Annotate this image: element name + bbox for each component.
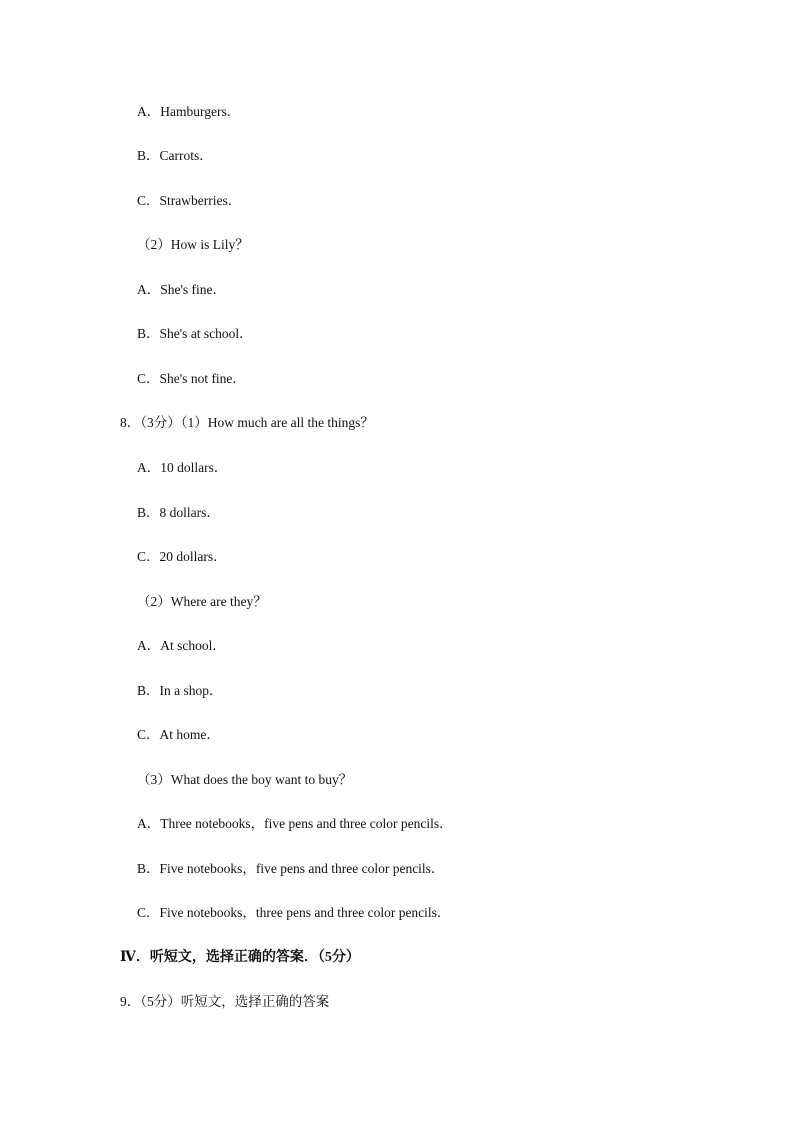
q7-2-option-a: A．She's fine． (137, 282, 227, 297)
section-4-heading: Ⅳ．听短文，选择正确的答案．（5分） (120, 950, 360, 965)
q8-2-option-c: C．At home． (137, 727, 220, 742)
q8-2-option-b: B．In a shop． (137, 683, 223, 698)
q7-2-prompt: （2）How is Lily？ (137, 237, 249, 252)
q8-prompt: 8．（3分）（1）How much are all the things？ (120, 415, 374, 430)
q8-2-prompt: （2）Where are they？ (137, 594, 267, 609)
q8-1-option-a: A．10 dollars． (137, 460, 228, 475)
q8-1-option-c: C．20 dollars． (137, 549, 227, 564)
q8-1-option-b: B．8 dollars． (137, 505, 220, 520)
q8-3-option-b: B．Five notebooks，five pens and three color pencils． (137, 861, 445, 876)
q8-2-option-a: A．At school． (137, 638, 226, 653)
q7-2-option-b: B．She's at school． (137, 326, 253, 341)
q8-3-option-a: A．Three notebooks，five pens and three color pencils． (137, 816, 453, 831)
q7-1-option-c: C．Strawberries． (137, 193, 242, 208)
q7-1-option-b: B．Carrots． (137, 148, 213, 163)
q7-2-option-c: C．She's not fine． (137, 371, 246, 386)
q9-prompt: 9．（5分）听短文，选择正确的答案 (120, 994, 330, 1009)
q8-3-option-c: C．Five notebooks，three pens and three color pencils． (137, 905, 451, 920)
q7-1-option-a: A．Hamburgers． (137, 104, 241, 119)
q8-3-prompt: （3）What does the boy want to buy？ (137, 772, 353, 787)
